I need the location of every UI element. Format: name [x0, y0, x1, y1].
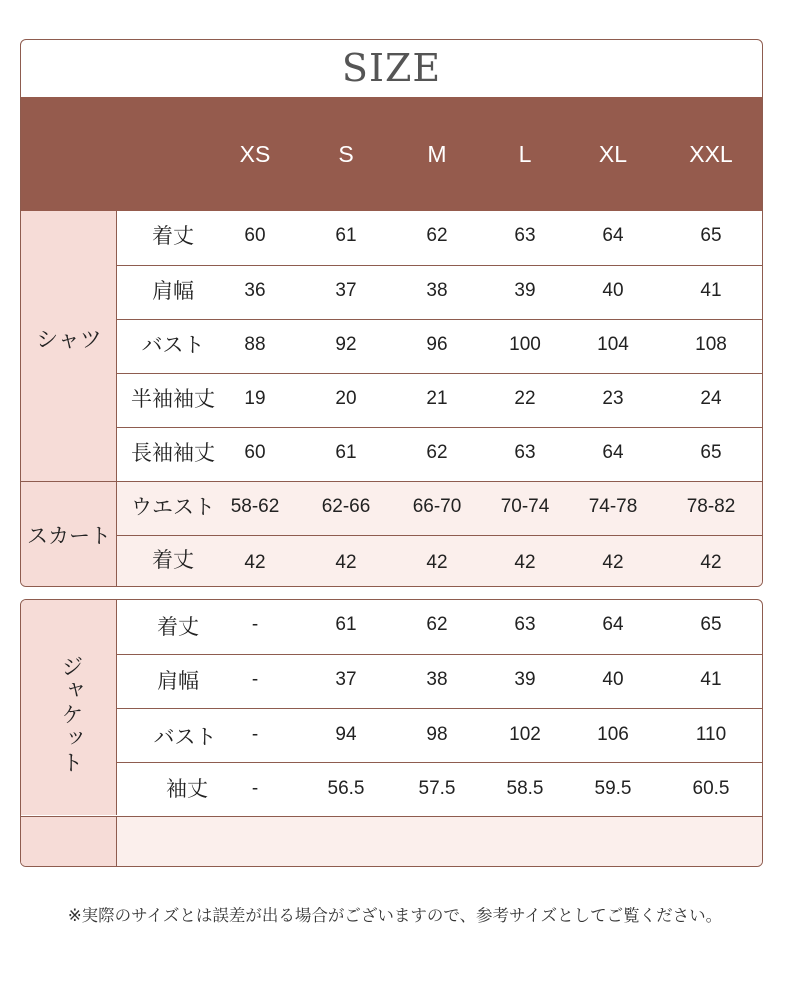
size-xl: XL	[598, 141, 628, 167]
table-cell: 39	[514, 280, 536, 301]
row-label: 着丈	[152, 224, 194, 248]
table-cell: 64	[602, 442, 624, 463]
row-label: バスト	[153, 725, 217, 749]
size-xxl: XXL	[689, 141, 733, 167]
table-cell: 23	[602, 388, 624, 409]
jacket-label: ジャケット	[58, 655, 83, 775]
table-cell: 60	[244, 225, 266, 246]
table-cell: 21	[426, 388, 448, 409]
table-cell: 88	[244, 334, 266, 355]
table-cell: 37	[335, 280, 357, 301]
row-label: 肩幅	[157, 669, 199, 693]
table-cell: 42	[514, 552, 536, 573]
table-cell: 42	[602, 552, 624, 573]
table-cell: -	[251, 614, 259, 635]
table-cell: 70-74	[500, 496, 550, 517]
table-cell: 57.5	[418, 778, 456, 799]
skirt-group	[21, 481, 117, 587]
table-cell: 110	[695, 724, 727, 745]
table-cell: -	[251, 778, 259, 799]
row-label: ウエスト	[131, 495, 215, 519]
table-cell: 61	[335, 614, 357, 635]
table-cell: 64	[602, 225, 624, 246]
table-cell: 63	[514, 442, 536, 463]
table-cell: 58-62	[230, 496, 280, 517]
table-cell: 74-78	[588, 496, 638, 517]
table-row	[117, 600, 762, 654]
table-cell: 42	[426, 552, 448, 573]
table-cell: 61	[335, 225, 357, 246]
table-cell: 100	[509, 334, 541, 355]
table-cell: 37	[335, 669, 357, 690]
size-m: M	[427, 141, 447, 167]
table-cell: 24	[700, 388, 722, 409]
table-cell: 40	[602, 669, 624, 690]
table-row	[117, 535, 762, 587]
table-cell: 65	[700, 225, 722, 246]
table-cell: 64	[602, 614, 624, 635]
empty-row	[21, 816, 762, 867]
table-cell: 22	[514, 388, 536, 409]
shirt-group	[21, 211, 117, 481]
table-cell: 66-70	[412, 496, 462, 517]
table-cell: 39	[514, 669, 536, 690]
table-cell: 65	[700, 442, 722, 463]
table-row	[117, 654, 762, 708]
row-label: 半袖袖丈	[131, 387, 215, 411]
table-cell: 65	[700, 614, 722, 635]
table-row	[117, 211, 762, 265]
jacket-group	[21, 600, 117, 815]
table-cell: 62-66	[321, 496, 371, 517]
row-label: 肩幅	[152, 279, 194, 303]
row-label: バスト	[141, 333, 205, 357]
table-cell: 19	[244, 388, 266, 409]
table-cell: 106	[597, 724, 629, 745]
table-cell: 40	[602, 280, 624, 301]
table-cell: 62	[426, 614, 448, 635]
table-cell: 36	[244, 280, 266, 301]
table-cell: 78-82	[686, 496, 736, 517]
table-cell: 98	[426, 724, 448, 745]
table-row	[117, 762, 762, 816]
table-cell: 92	[335, 334, 357, 355]
table-cell: 104	[597, 334, 629, 355]
table-cell: 42	[335, 552, 357, 573]
table-cell: -	[251, 724, 259, 745]
table-cell: 62	[426, 442, 448, 463]
row-label: 着丈	[157, 615, 199, 639]
table-cell: 59.5	[594, 778, 632, 799]
table-row	[117, 708, 762, 762]
table-cell: 56.5	[327, 778, 365, 799]
size-title: SIZE	[341, 46, 442, 90]
table-cell: 20	[335, 388, 357, 409]
empty-row-label-cell	[21, 817, 117, 867]
size-header-row	[21, 97, 762, 211]
size-xs: XS	[239, 141, 271, 167]
table-cell: 63	[514, 225, 536, 246]
table-cell: 58.5	[506, 778, 544, 799]
table-cell: 63	[514, 614, 536, 635]
table-cell: 42	[244, 552, 266, 573]
table-cell: 38	[426, 280, 448, 301]
row-label: 長袖袖丈	[131, 441, 215, 465]
table-row	[117, 373, 762, 427]
table-cell: 38	[426, 669, 448, 690]
table-cell: 102	[509, 724, 541, 745]
size-table-top	[20, 39, 763, 587]
table-cell: 60	[244, 442, 266, 463]
table-cell: 41	[700, 669, 722, 690]
size-s: S	[338, 141, 354, 167]
size-table-jacket	[20, 599, 763, 867]
table-row	[117, 427, 762, 481]
table-cell: 94	[335, 724, 357, 745]
table-row	[117, 481, 762, 535]
table-cell: 96	[426, 334, 448, 355]
table-row	[117, 319, 762, 373]
table-row	[117, 265, 762, 319]
size-note: ※実際のサイズとは誤差が出る場合がございますので、参考サイズとしてご覧ください。	[67, 906, 723, 925]
size-l: L	[518, 141, 532, 167]
skirt-label: スカート	[27, 524, 111, 548]
table-cell: 62	[426, 225, 448, 246]
table-cell: -	[251, 669, 259, 690]
table-cell: 41	[700, 280, 722, 301]
row-label: 着丈	[152, 548, 194, 572]
table-cell: 61	[335, 442, 357, 463]
table-cell: 60.5	[692, 778, 730, 799]
row-label: 袖丈	[166, 777, 208, 801]
shirt-label: シャツ	[36, 328, 102, 353]
table-cell: 42	[700, 552, 722, 573]
table-cell: 108	[695, 334, 727, 355]
